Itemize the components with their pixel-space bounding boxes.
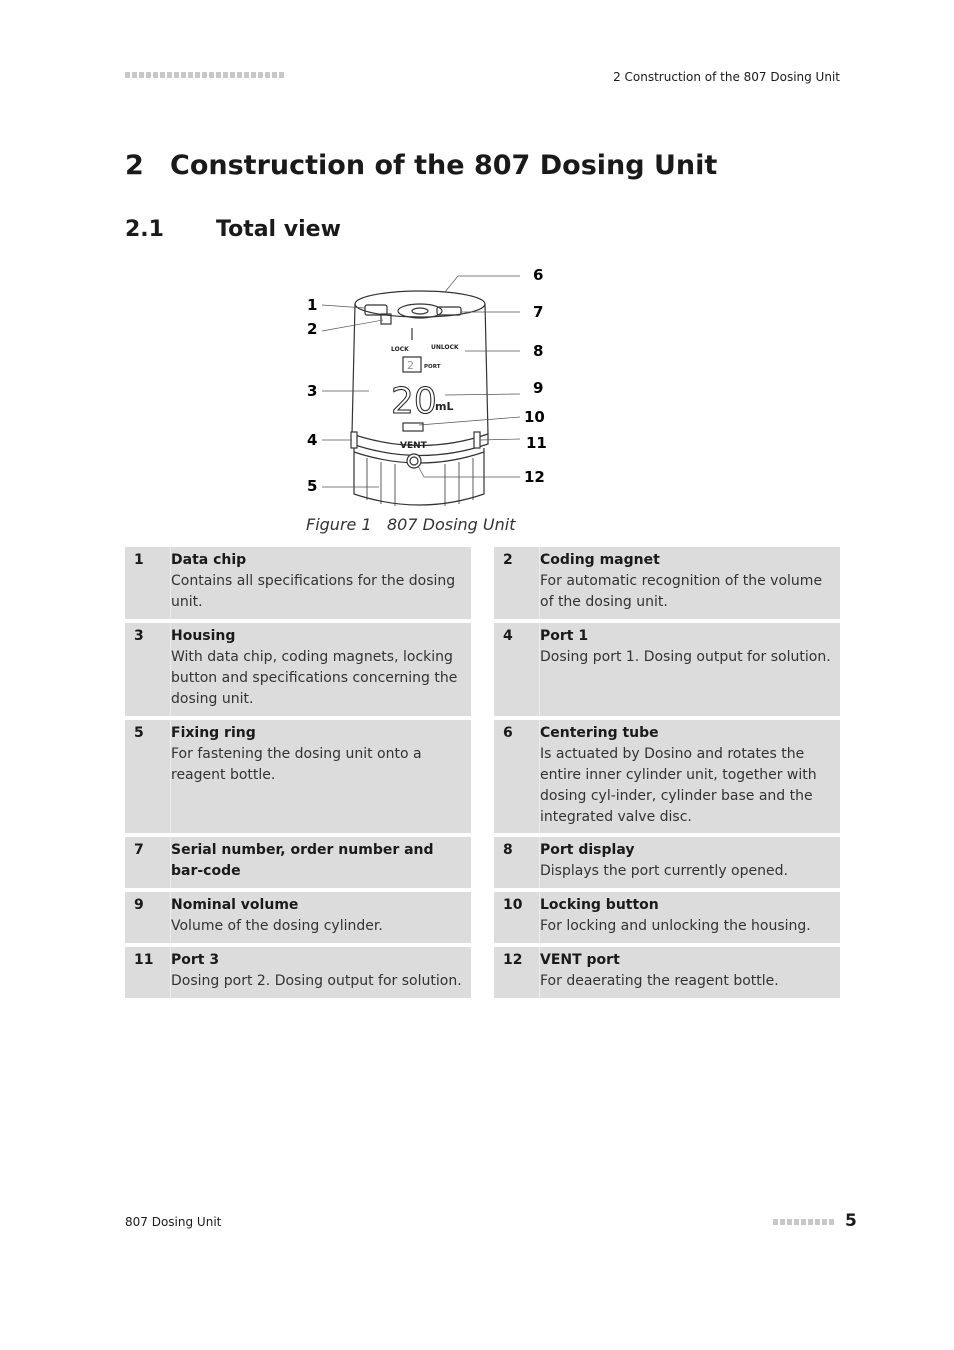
legend-number: 8	[503, 842, 513, 858]
volume-unit: mL	[435, 400, 454, 413]
legend-description: Contains all specifications for the dosing unit.	[171, 573, 456, 610]
legend-number: 6	[503, 725, 513, 741]
callout-8: 8	[533, 342, 544, 360]
unlock-label: UNLOCK	[431, 344, 459, 351]
legend-number: 10	[503, 897, 523, 913]
legend-title: Port 3	[171, 952, 220, 968]
legend-title: Serial number, order number and bar-code	[171, 842, 434, 879]
figure-caption-text: 807 Dosing Unit	[387, 515, 516, 534]
lock-label: LOCK	[391, 346, 409, 353]
legend-number: 3	[134, 628, 144, 644]
legend-number: 9	[134, 897, 144, 913]
vent-label: VENT	[400, 441, 427, 451]
legend-description: Dosing port 1. Dosing output for solution.	[540, 649, 831, 665]
callout-9: 9	[533, 379, 544, 397]
dosing-unit-figure	[295, 262, 555, 512]
legend-title: Fixing ring	[171, 725, 256, 741]
section-title	[125, 217, 341, 242]
legend-number: 7	[134, 842, 144, 858]
header-decoration	[125, 72, 284, 78]
legend-description: With data chip, coding magnets, locking button and specifications concerning the dosing unit.	[171, 649, 458, 707]
legend-title: Coding magnet	[540, 552, 660, 568]
legend-description: For deaerating the reagent bottle.	[540, 973, 779, 989]
legend-item	[125, 947, 471, 998]
legend-item	[125, 547, 471, 619]
legend-number: 2	[503, 552, 513, 568]
callout-5: 5	[307, 477, 318, 495]
legend-description: Dosing port 2. Dosing output for solution.	[171, 973, 462, 989]
legend-title: Locking button	[540, 897, 659, 913]
legend-item	[494, 720, 840, 833]
legend-item	[125, 720, 471, 833]
legend-item	[125, 623, 471, 716]
footer-decoration	[773, 1219, 834, 1225]
section-number: 2.1	[125, 217, 164, 242]
legend-number: 5	[134, 725, 144, 741]
figure-label: Figure 1	[306, 515, 372, 534]
legend-left-column	[125, 547, 471, 1002]
callout-3: 3	[307, 382, 318, 400]
legend-item	[494, 837, 840, 888]
nominal-volume: 20	[391, 381, 437, 422]
callout-10: 10	[524, 408, 545, 426]
legend-item	[494, 623, 840, 716]
legend-title: VENT port	[540, 952, 620, 968]
legend-title: Port display	[540, 842, 635, 858]
legend-number: 1	[134, 552, 144, 568]
callout-1: 1	[307, 296, 318, 314]
legend-item	[494, 892, 840, 943]
legend-item	[125, 837, 471, 888]
legend-title: Nominal volume	[171, 897, 299, 913]
legend-number: 11	[134, 952, 154, 968]
callout-12: 12	[524, 468, 545, 486]
footer-title: 807 Dosing Unit	[125, 1215, 222, 1229]
chapter-title-text: Construction of the 807 Dosing Unit	[170, 150, 718, 181]
callout-6: 6	[533, 266, 544, 284]
legend-description: Displays the port currently opened.	[540, 863, 788, 879]
chapter-number: 2	[125, 150, 144, 181]
callout-7: 7	[533, 303, 544, 321]
legend-title: Port 1	[540, 628, 589, 644]
legend-item	[494, 947, 840, 998]
legend-description: For fastening the dosing unit onto a reagent bottle.	[171, 746, 422, 783]
legend-item	[125, 892, 471, 943]
legend-item	[494, 547, 840, 619]
port-label: PORT	[424, 364, 441, 370]
legend-description: Volume of the dosing cylinder.	[171, 918, 383, 934]
legend-title: Housing	[171, 628, 236, 644]
callout-2: 2	[307, 320, 318, 338]
legend-number: 4	[503, 628, 513, 644]
legend-description: Is actuated by Dosino and rotates the entire inner cylinder unit, together with dosing cyl-inder, cylinder base and the integrated valve disc.	[540, 746, 817, 825]
figure-caption	[306, 515, 515, 534]
legend-description: For automatic recognition of the volume of the dosing unit.	[540, 573, 823, 610]
callout-11: 11	[526, 434, 547, 452]
legend-title: Centering tube	[540, 725, 659, 741]
page-number: 5	[845, 1211, 857, 1231]
running-head: 2 Construction of the 807 Dosing Unit	[613, 70, 840, 84]
legend-title: Data chip	[171, 552, 247, 568]
section-title-text: Total view	[216, 217, 341, 242]
legend-right-column	[494, 547, 840, 1002]
chapter-title	[125, 150, 717, 181]
legend-description: For locking and unlocking the housing.	[540, 918, 811, 934]
legend-number: 12	[503, 952, 523, 968]
port-digit: 2	[407, 359, 414, 372]
callout-4: 4	[307, 431, 318, 449]
dosing-unit-drawing	[295, 262, 555, 512]
